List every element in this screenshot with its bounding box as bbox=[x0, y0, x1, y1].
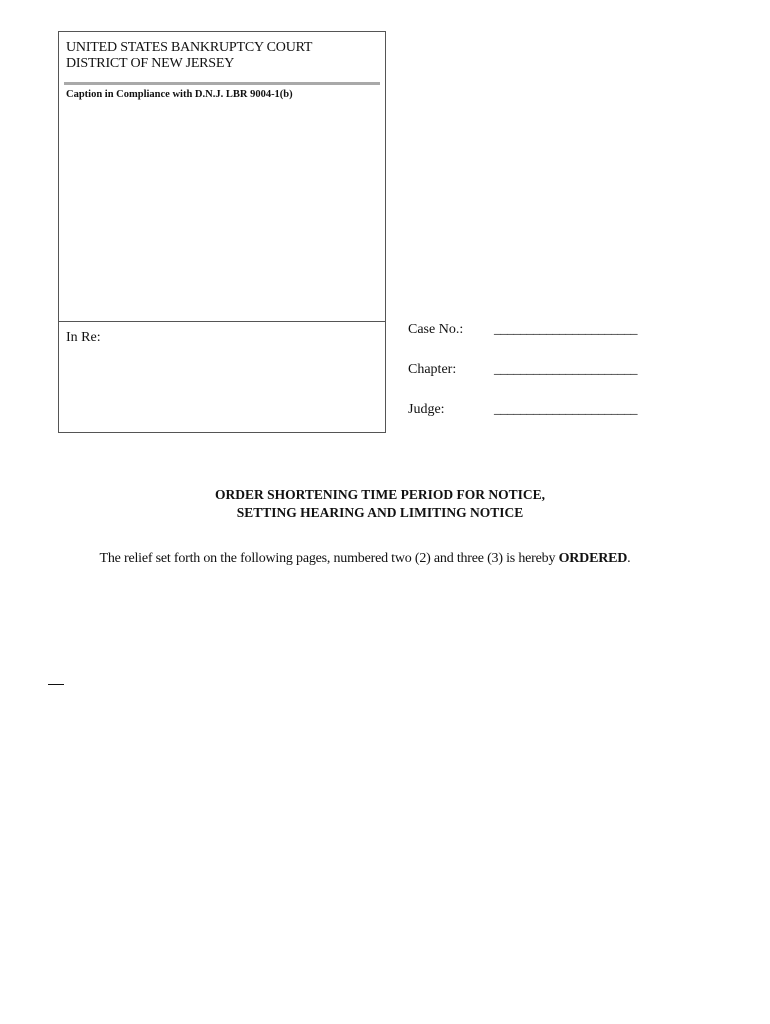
case-number-row bbox=[408, 322, 668, 362]
court-name-line2: DISTRICT OF NEW JERSEY bbox=[66, 56, 235, 71]
case-number-field[interactable]: ______________________ bbox=[494, 322, 637, 337]
compliance-caption: Caption in Compliance with D.N.J. LBR 9004-1(b) bbox=[66, 89, 293, 100]
header-rule bbox=[64, 82, 380, 85]
judge-label: Judge: bbox=[408, 402, 445, 417]
chapter-field[interactable]: ______________________ bbox=[494, 362, 637, 377]
order-title bbox=[0, 486, 760, 522]
relief-paragraph bbox=[0, 551, 730, 567]
caption-divider bbox=[59, 321, 385, 322]
court-name bbox=[66, 40, 312, 72]
relief-period: . bbox=[627, 551, 631, 566]
court-name-line1: UNITED STATES BANKRUPTCY COURT bbox=[66, 40, 313, 55]
ordered-emphasis: ORDERED bbox=[558, 551, 628, 566]
case-number-label: Case No.: bbox=[408, 322, 464, 337]
order-title-line2: SETTING HEARING AND LIMITING NOTICE bbox=[236, 505, 524, 520]
relief-text: The relief set forth on the following pages, numbered two (2) and three (3) is hereby bbox=[99, 551, 556, 566]
caption-box bbox=[58, 31, 386, 433]
order-title-line1: ORDER SHORTENING TIME PERIOD FOR NOTICE, bbox=[214, 487, 546, 502]
chapter-row bbox=[408, 362, 668, 402]
in-re-label: In Re: bbox=[66, 330, 101, 345]
case-info-fields bbox=[408, 322, 668, 442]
chapter-label: Chapter: bbox=[408, 362, 457, 377]
judge-field[interactable]: ______________________ bbox=[494, 402, 637, 417]
judge-row bbox=[408, 402, 668, 442]
margin-dash bbox=[48, 684, 64, 685]
